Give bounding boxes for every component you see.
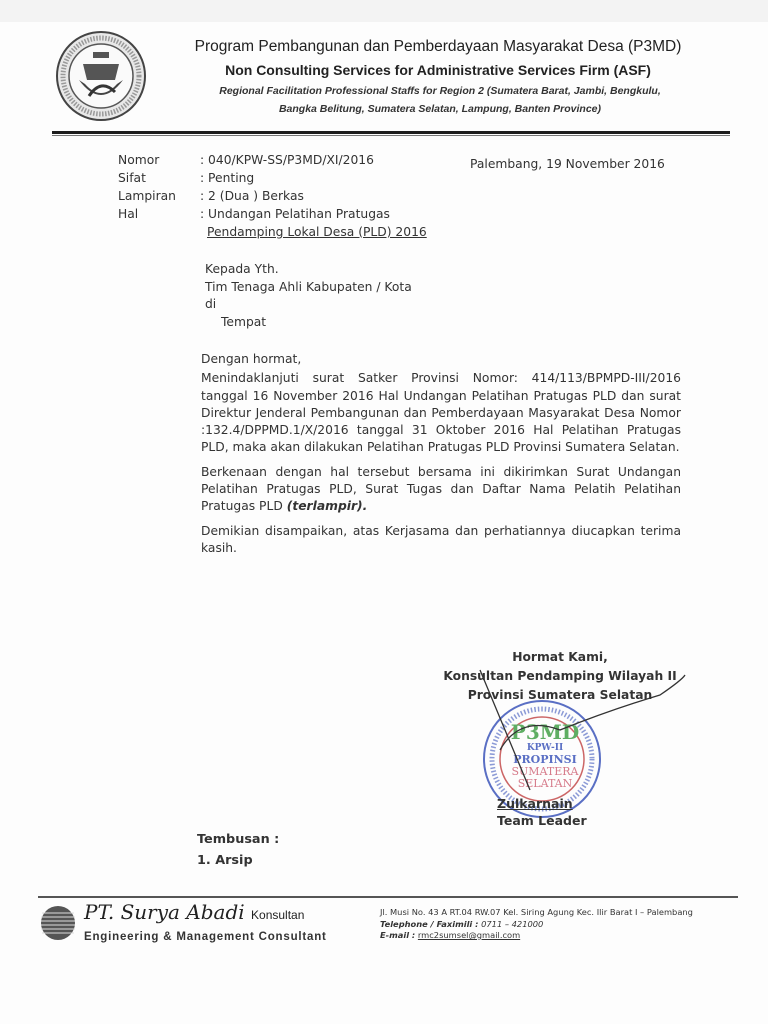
footer-divider — [38, 896, 738, 898]
recipient-line: Kepada Yth. — [205, 262, 279, 276]
meta-row-nomor — [118, 151, 427, 169]
phone-label: Telephone / Faximili : — [380, 918, 479, 929]
letter-body — [201, 351, 681, 564]
footer-contact — [380, 907, 693, 942]
meta-label: Nomor — [118, 153, 160, 167]
signatory-name: Zulkarnain — [497, 796, 573, 811]
meta-label: Hal — [118, 207, 139, 221]
letterhead-divider-thin — [52, 135, 730, 136]
footer-address: Jl. Musi No. 43 A RT.04 RW.07 Kel. Siring Agung Kec. Ilir Barat I – Palembang — [380, 907, 693, 917]
cc-title: Tembusan : — [197, 832, 280, 847]
company-name: PT. Surya Abadi — [84, 900, 245, 924]
letter-meta — [118, 151, 427, 241]
paragraph-3: Demikian disampaikan, atas Kerjasama dan perhatiannya diucapkan terima kasih. — [201, 523, 681, 555]
signatory-province: Provinsi Sumatera Selatan — [467, 688, 653, 702]
company-globe-icon — [40, 905, 76, 941]
recipient-line: di — [205, 297, 217, 311]
footer-company — [84, 900, 304, 924]
signatory-role: Team Leader — [497, 813, 587, 828]
handwritten-signature-icon — [460, 660, 690, 820]
stamp-kpw: KPW-II — [526, 743, 564, 753]
meta-value: : Undangan Pelatihan Pratugas — [200, 207, 390, 221]
region-line-2: Bangka Belitung, Sumatera Selatan, Lampung, Banten Province) — [278, 103, 602, 115]
footer-phone — [380, 919, 693, 931]
meta-value: : 2 (Dua ) Berkas — [200, 189, 304, 203]
closing: Hormat Kami, — [512, 650, 608, 664]
footer-tagline: Engineering & Management Consultant — [84, 931, 327, 943]
paragraph-2-emphasis: (terlampir). — [286, 499, 368, 514]
phone-value: 0711 – 421000 — [478, 918, 544, 929]
letterhead-divider — [52, 131, 730, 134]
meta-row-sifat — [118, 169, 427, 187]
meta-value: : Penting — [200, 171, 255, 185]
letterhead-subtitle: Non Consulting Services for Administrative Services Firm (ASF) — [225, 62, 651, 78]
letter-date: Palembang, 19 November 2016 — [470, 157, 665, 171]
letterhead-region — [160, 82, 720, 118]
stamp-main: P3MD — [510, 720, 580, 744]
stamp-line-1: PROPINSI — [513, 753, 577, 766]
meta-hal-line-2: Pendamping Lokal Desa (PLD) 2016 — [207, 225, 427, 239]
letterhead-title: Program Pembangunan dan Pemberdayaan Masyarakat Desa (P3MD) — [194, 38, 682, 55]
meta-label: Lampiran — [118, 189, 176, 203]
ministry-emblem-icon — [55, 30, 147, 122]
company-suffix: Konsultan — [251, 908, 305, 922]
paragraph-2-text: Berkenaan dengan hal tersebut bersama ini dikirimkan Surat Undangan Pelatihan Pratugas PLD, Surat Tugas dan Daftar Nama Pelatih Pelatihan Pratugas PLD — [201, 464, 681, 514]
paragraph-1: Menindaklanjuti surat Satker Provinsi Nomor: 414/113/BPMPD-III/2016 tanggal 16 November 2016 Hal Undangan Pelatihan Pratugas PLD dan surat Direktur Jenderal Pembangunan dan Pemberdayaan Masyarakat Desa Nomor :132.4/DPPMD.1/X/2016 tanggal 31 Oktober 2016 Hal Pelatihan Pratugas PLD, maka akan dilakukan Pelatihan Pratugas PLD Provinsi Sumatera Selatan. — [201, 371, 681, 455]
scan-top-band — [0, 0, 768, 22]
email-label: E-mail : — [380, 930, 416, 940]
meta-label: Sifat — [118, 171, 146, 185]
cc-block — [197, 829, 279, 871]
recipient-line: Tempat — [221, 314, 267, 329]
meta-row-lampiran — [118, 187, 427, 205]
greeting: Dengan hormat, — [201, 352, 302, 366]
signatory-org: Konsultan Pendamping Wilayah II — [443, 669, 677, 683]
recipient-block — [205, 261, 412, 331]
recipient-line: Tim Tenaga Ahli Kabupaten / Kota — [205, 279, 412, 294]
email-link[interactable]: rmc2sumsel@gmail.com — [417, 930, 521, 940]
stamp-line-2: SUMATERA — [511, 765, 579, 778]
region-line-1: Regional Facilitation Professional Staffs for Region 2 (Sumatera Barat, Jambi, Bengkulu, — [219, 85, 661, 97]
footer-email — [380, 930, 693, 942]
cc-item: 1. Arsip — [197, 853, 253, 868]
meta-value: : 040/KPW-SS/P3MD/XI/2016 — [200, 153, 374, 167]
stamp-line-3: SELATAN — [517, 777, 573, 790]
paragraph-2 — [201, 464, 681, 516]
meta-row-hal — [118, 205, 427, 223]
